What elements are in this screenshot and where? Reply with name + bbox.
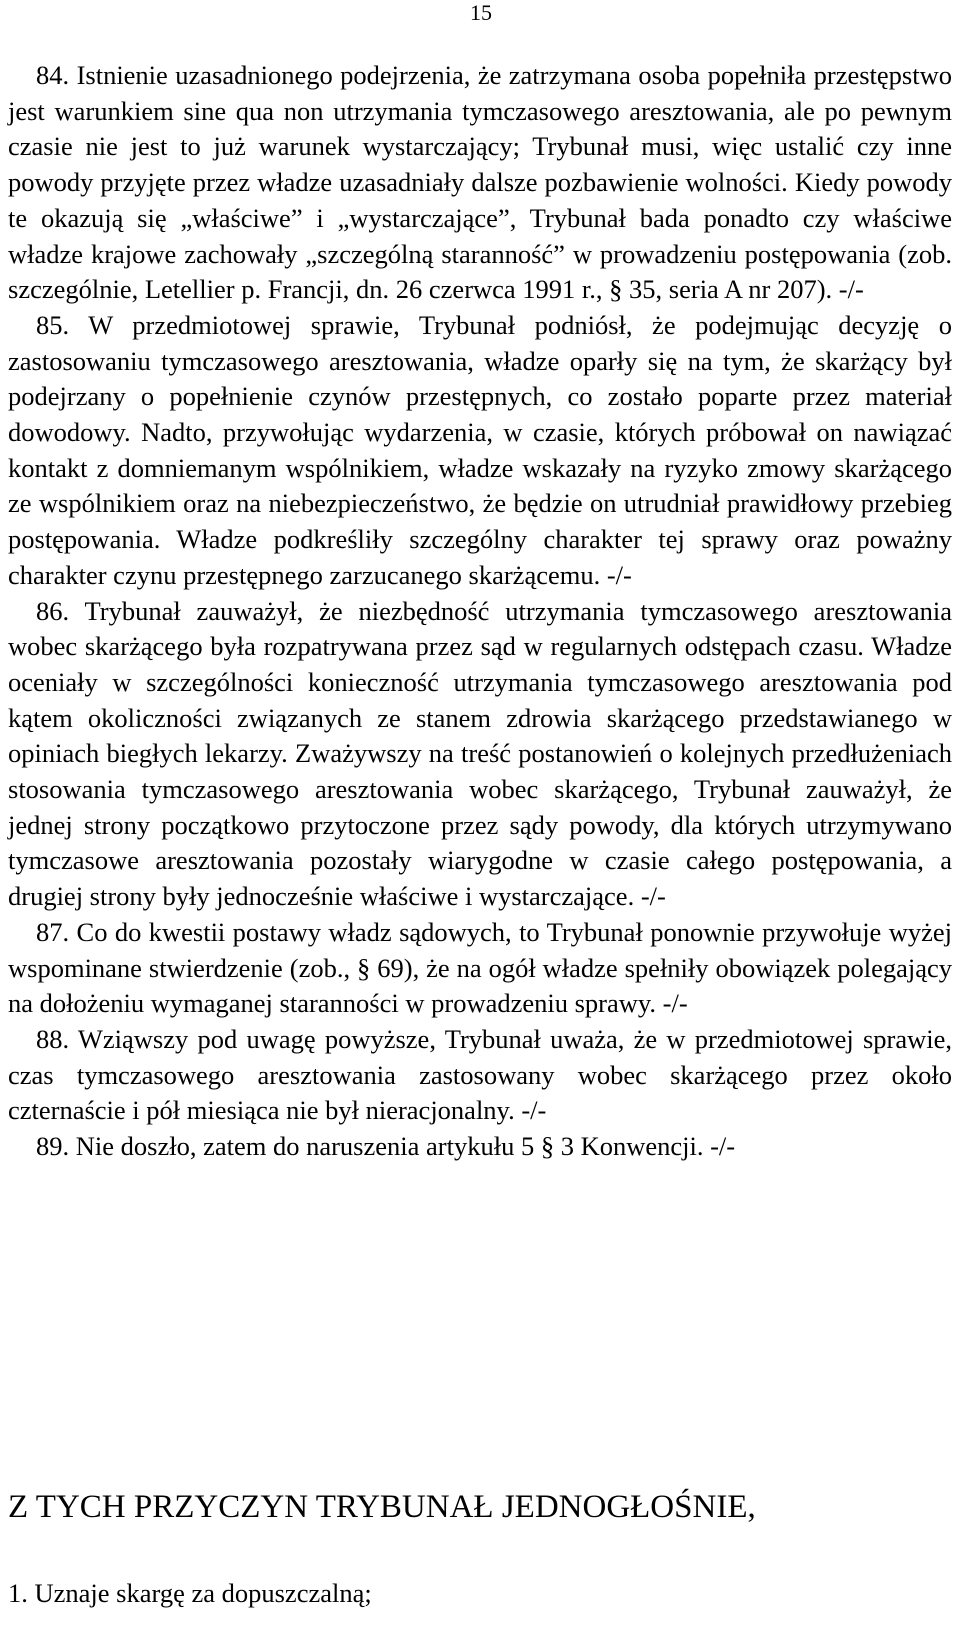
document-body <box>8 58 952 1165</box>
page-number: 15 <box>470 0 492 25</box>
paragraph-87: 87. Co do kwestii postawy władz sądowych, to Trybunał ponownie przywołuje wyżej wspominane stwierdzenie (zob., § 69), że na ogół władze spełniły obowiązek polegający na dołożeniu wymaganej staranności w prowadzeniu sprawy. -/- <box>8 916 952 1019</box>
ruling-heading: Z TYCH PRZYCZYN TRYBUNAŁ JEDNOGŁOŚNIE, <box>8 1489 756 1525</box>
paragraph-88: 88. Wziąwszy pod uwagę powyższe, Trybunał uważa, że w przedmiotowej sprawie, czas tymczasowego aresztowania zastosowany wobec skarżącego przez około czternaście i pół miesiąca nie był nieracjonalny. -/- <box>8 1023 952 1126</box>
paragraph-89: 89. Nie doszło, zatem do naruszenia artykułu 5 § 3 Konwencji. -/- <box>36 1131 736 1162</box>
paragraph-86: 86. Trybunał zauważył, że niezbędność utrzymania tymczasowego aresztowania wobec skarżącego była rozpatrywana przez sąd w regularnych odstępach czasu. Władze oceniały w szczególności konieczność utrzymania tymczasowego aresztowania pod kątem okoliczności związanych ze stanem zdrowia skarżącego przedstawianego w opiniach biegłych lekarzy. Zważywszy na treść postanowień o kolejnych przedłużeniach stosowania tymczasowego aresztowania wobec skarżącego, Trybunał zauważył, że jednej strony początkowo przytoczone przez sądy powody, dla których utrzymywano tymczasowe aresztowania pozostały wiarygodne w czasie całego postępowania, a drugiej strony były jednocześnie właściwe i wystarczające. -/- <box>8 595 952 912</box>
ruling-item-1: 1. Uznaje skargę za dopuszczalną; <box>8 1578 372 1608</box>
paragraph-85: 85. W przedmiotowej sprawie, Trybunał podniósł, że podejmując decyzję o zastosowaniu tymczasowego aresztowania, władze oparły się na tym, że skarżący był podejrzany o popełnienie czynów przestępnych, co zostało poparte przez materiał dowodowy. Nadto, przywołując wydarzenia, w czasie, których próbował on nawiązać kontakt z domniemanym wspólnikiem, władze wskazały na ryzyko zmowy skarżącego ze wspólnikiem oraz na niebezpieczeństwo, że będzie on utrudniał prawidłowy przebieg postępowania. Władze podkreśliły szczególny charakter tej sprawy oraz poważny charakter czynu przestępnego zarzucanego skarżącemu. -/- <box>8 309 952 590</box>
paragraph-84: 84. Istnienie uzasadnionego podejrzenia, że zatrzymana osoba popełniła przestępstwo jest warunkiem sine qua non utrzymania tymczasowego aresztowania, ale po pewnym czasie nie jest to już warunek wystarczający; Trybunał musi, więc ustalić czy inne powody przyjęte przez władze uzasadniały dalsze pozbawienie wolności. Kiedy powody te okazują się „właściwe” i „wystarczające”, Trybunał bada ponadto czy właściwe władze krajowe zachowały „szczególną staranność” w prowadzeniu postępowania (zob. szczególnie, Letellier p. Francji, dn. 26 czerwca 1991 r., § 35, seria A nr 207). -/- <box>8 60 952 305</box>
